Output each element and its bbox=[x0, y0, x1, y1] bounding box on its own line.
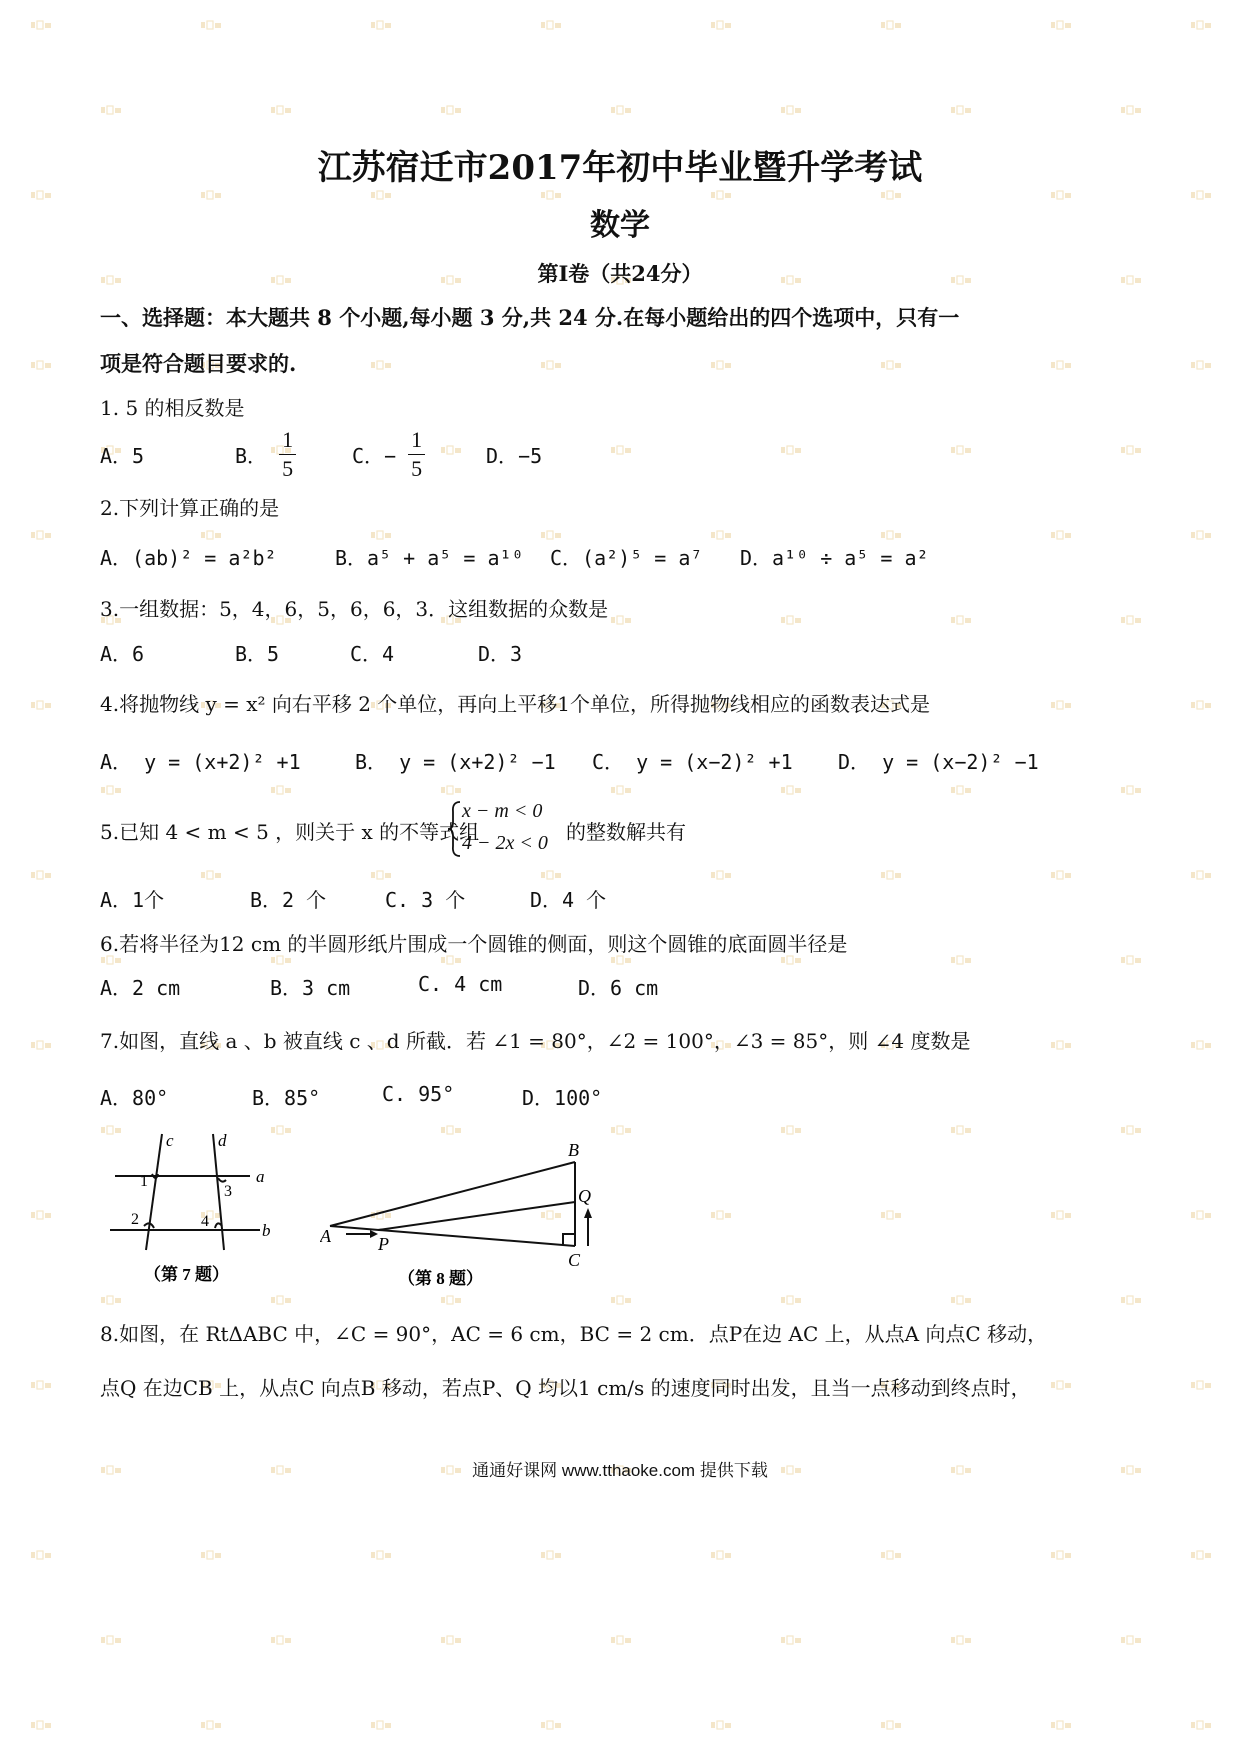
watermark-stamp-icon bbox=[1050, 190, 1072, 200]
watermark-stamp-icon bbox=[610, 1635, 632, 1645]
watermark-stamp-icon bbox=[200, 870, 222, 880]
question-2-stem: 2.下列计算正确的是 bbox=[100, 496, 280, 520]
question-4-option-d: D． y = (x−2)² −1 bbox=[838, 750, 1039, 774]
watermark-stamp-icon bbox=[270, 1295, 292, 1305]
question-4-option-b: B． y = (x+2)² −1 bbox=[355, 750, 556, 774]
watermark-stamp-icon bbox=[540, 20, 562, 30]
watermark-stamp-icon bbox=[270, 1635, 292, 1645]
line-c bbox=[146, 1134, 162, 1250]
watermark-stamp-icon bbox=[1050, 530, 1072, 540]
fig7-angle-1: 1 bbox=[140, 1173, 148, 1190]
watermark-stamp-icon bbox=[1120, 445, 1142, 455]
watermark-stamp-icon bbox=[370, 190, 392, 200]
watermark-stamp-icon bbox=[440, 785, 462, 795]
watermark-stamp-icon bbox=[1050, 1210, 1072, 1220]
watermark-stamp-icon bbox=[30, 1720, 52, 1730]
watermark-stamp-icon bbox=[370, 360, 392, 370]
denominator: 5 bbox=[282, 456, 294, 481]
watermark-stamp-icon bbox=[30, 870, 52, 880]
question-7-stem: 7.如图，直线 a 、b 被直线 c 、d 所截．若 ∠1 = 80°，∠2 = 100°，∠3 = 85°，则 ∠4 度数是 bbox=[100, 1029, 971, 1053]
numerator: 1 bbox=[279, 426, 296, 455]
watermark-stamp-icon bbox=[710, 870, 732, 880]
watermark-stamp-icon bbox=[270, 105, 292, 115]
watermark-stamp-icon bbox=[30, 1040, 52, 1050]
option-c-label: C．− bbox=[352, 444, 397, 468]
watermark-stamp-icon bbox=[1190, 700, 1212, 710]
question-4-stem: 4.将抛物线 y = x² 向右平移 2 个单位，再向上平移1个单位，所得抛物线相应的函数表达式是 bbox=[100, 692, 931, 716]
footer-credit: 通通好课网 www.tthaoke.com 提供下载 bbox=[472, 1461, 768, 1480]
watermark-stamp-icon bbox=[880, 1550, 902, 1560]
watermark-stamp-icon bbox=[540, 360, 562, 370]
question-5-option-c: C. 3 个 bbox=[385, 888, 466, 912]
angle-arc-3 bbox=[218, 1178, 226, 1182]
watermark-stamp-icon bbox=[1190, 1550, 1212, 1560]
watermark-stamp-icon bbox=[370, 530, 392, 540]
watermark-stamp-icon bbox=[610, 1125, 632, 1135]
watermark-stamp-icon bbox=[780, 1125, 802, 1135]
question-5-stem-post: 的整数解共有 bbox=[566, 820, 686, 844]
watermark-stamp-icon bbox=[200, 1720, 222, 1730]
question-3-option-a: A．6 bbox=[100, 642, 145, 666]
watermark-stamp-icon bbox=[1190, 1040, 1212, 1050]
watermark-stamp-icon bbox=[1190, 870, 1212, 880]
watermark-stamp-icon bbox=[1050, 1720, 1072, 1730]
watermark-stamp-icon bbox=[200, 530, 222, 540]
watermark-stamp-icon bbox=[880, 530, 902, 540]
watermark-stamp-icon bbox=[30, 530, 52, 540]
fig7-label-b: b bbox=[262, 1221, 271, 1240]
watermark-stamp-icon bbox=[950, 445, 972, 455]
watermark-stamp-icon bbox=[710, 1550, 732, 1560]
watermark-stamp-icon bbox=[710, 1210, 732, 1220]
fraction bbox=[279, 426, 296, 483]
question-1-option-c bbox=[352, 426, 425, 483]
watermark-stamp-icon bbox=[200, 1550, 222, 1560]
question-5-stem bbox=[100, 816, 479, 845]
section-heading-line1: 一、选择题：本大题共 8 个小题,每小题 3 分,共 24 分.在每小题给出的四个选项中，只有一 bbox=[100, 305, 960, 330]
fig8-caption: （第 8 题） bbox=[398, 1269, 483, 1288]
watermark-stamp-icon bbox=[950, 1125, 972, 1135]
question-3-option-b: B．5 bbox=[235, 642, 280, 666]
watermark-stamp-icon bbox=[540, 530, 562, 540]
watermark-stamp-icon bbox=[780, 615, 802, 625]
watermark-stamp-icon bbox=[1050, 20, 1072, 30]
watermark-stamp-icon bbox=[540, 190, 562, 200]
watermark-stamp-icon bbox=[30, 1380, 52, 1390]
question-7-option-b: B．85° bbox=[252, 1086, 321, 1110]
question-6-option-b: B．3 cm bbox=[270, 976, 351, 1000]
question-2-option-c: C．(a²)⁵ = a⁷ bbox=[550, 546, 703, 570]
fraction bbox=[408, 426, 425, 483]
watermark-stamp-icon bbox=[710, 1720, 732, 1730]
watermark-stamp-icon bbox=[950, 615, 972, 625]
watermark-stamp-icon bbox=[1120, 615, 1142, 625]
watermark-stamp-icon bbox=[30, 190, 52, 200]
watermark-stamp-icon bbox=[780, 445, 802, 455]
watermark-stamp-icon bbox=[710, 360, 732, 370]
watermark-stamp-icon bbox=[710, 20, 732, 30]
watermark-stamp-icon bbox=[950, 1635, 972, 1645]
watermark-stamp-icon bbox=[610, 445, 632, 455]
watermark-stamp-icon bbox=[370, 1720, 392, 1730]
question-2-option-b: B．a⁵ + a⁵ = a¹⁰ bbox=[335, 546, 524, 570]
inequality-1: x − m < 0 bbox=[462, 800, 543, 822]
watermark-stamp-icon bbox=[780, 105, 802, 115]
watermark-stamp-icon bbox=[440, 1125, 462, 1135]
figure-8-diagram bbox=[320, 1140, 640, 1300]
question-8-line2: 点Q 在边CB 上，从点C 向点B 移动，若点P、Q 均以1 cm/s 的速度同时出发，且当一点移动到终点时， bbox=[100, 1376, 1031, 1400]
question-2-option-d: D．a¹⁰ ÷ a⁵ = a² bbox=[740, 546, 929, 570]
fig8-label-B: B bbox=[568, 1140, 579, 1160]
watermark-stamp-icon bbox=[270, 785, 292, 795]
watermark-stamp-icon bbox=[1120, 1295, 1142, 1305]
denominator: 5 bbox=[411, 456, 423, 481]
watermark-stamp-icon bbox=[200, 190, 222, 200]
watermark-stamp-icon bbox=[950, 105, 972, 115]
watermark-stamp-icon bbox=[1190, 190, 1212, 200]
question-6-option-a: A．2 cm bbox=[100, 976, 181, 1000]
watermark-stamp-icon bbox=[100, 105, 122, 115]
question-4-option-a: A． y = (x+2)² +1 bbox=[100, 750, 301, 774]
watermark-stamp-icon bbox=[1190, 360, 1212, 370]
watermark-stamp-icon bbox=[30, 700, 52, 710]
question-7-option-c: C. 95° bbox=[382, 1082, 455, 1106]
watermark-stamp-icon bbox=[1190, 1720, 1212, 1730]
watermark-stamp-icon bbox=[950, 1295, 972, 1305]
part-heading: 第Ⅰ卷（共24分） bbox=[537, 261, 703, 286]
question-1-option-d: D．−5 bbox=[486, 444, 543, 468]
question-5-option-a: A．1个 bbox=[100, 888, 165, 912]
question-3-option-c: C．4 bbox=[350, 642, 395, 666]
watermark-stamp-icon bbox=[30, 20, 52, 30]
watermark-stamp-icon bbox=[880, 1210, 902, 1220]
arrow-up-icon bbox=[584, 1208, 592, 1218]
watermark-stamp-icon bbox=[370, 20, 392, 30]
watermark-stamp-icon bbox=[30, 360, 52, 370]
watermark-stamp-icon bbox=[1050, 1380, 1072, 1390]
watermark-stamp-icon bbox=[440, 105, 462, 115]
watermark-stamp-icon bbox=[1050, 700, 1072, 710]
watermark-stamp-icon bbox=[880, 360, 902, 370]
fig7-caption: （第 7 题） bbox=[144, 1265, 229, 1284]
question-5-option-d: D．4 个 bbox=[530, 888, 607, 912]
question-1-option-b bbox=[235, 426, 296, 483]
watermark-stamp-icon bbox=[780, 785, 802, 795]
watermark-stamp-icon bbox=[1190, 530, 1212, 540]
watermark-stamp-icon bbox=[1120, 1125, 1142, 1135]
question-5-option-b: B．2 个 bbox=[250, 888, 327, 912]
question-4-option-c: C． y = (x−2)² +1 bbox=[592, 750, 793, 774]
watermark-stamp-icon bbox=[100, 785, 122, 795]
watermark-stamp-icon bbox=[780, 1295, 802, 1305]
watermark-stamp-icon bbox=[370, 870, 392, 880]
segment-AC bbox=[330, 1226, 575, 1246]
section-heading-line2: 项是符合题目要求的. bbox=[100, 351, 297, 376]
option-b-label: B． bbox=[235, 444, 268, 468]
watermark-stamp-icon bbox=[1120, 955, 1142, 965]
question-8-line1: 8.如图，在 RtΔABC 中，∠C = 90°，AC = 6 cm，BC = 2 cm．点P在边 AC 上，从点A 向点C 移动， bbox=[100, 1322, 1048, 1346]
watermark-stamp-icon bbox=[1050, 870, 1072, 880]
line-d bbox=[213, 1134, 224, 1250]
question-6-option-d: D．6 cm bbox=[578, 976, 659, 1000]
watermark-stamp-icon bbox=[1120, 1635, 1142, 1645]
fig7-angle-3: 3 bbox=[224, 1183, 232, 1200]
watermark-stamp-icon bbox=[780, 1635, 802, 1645]
question-3-stem: 3.一组数据：5，4，6，5，6，6，3．这组数据的众数是 bbox=[100, 597, 609, 621]
question-7-option-a: A．80° bbox=[100, 1086, 169, 1110]
fig8-label-C: C bbox=[568, 1250, 581, 1270]
watermark-stamp-icon bbox=[880, 870, 902, 880]
arrow-right-icon bbox=[370, 1230, 378, 1238]
figure-7-diagram bbox=[100, 1130, 300, 1290]
watermark-stamp-icon bbox=[1050, 1040, 1072, 1050]
numerator: 1 bbox=[408, 426, 425, 455]
question-5-stem-pre: 5.已知 4 < m < 5 ，则关于 x 的不等式组 bbox=[100, 820, 480, 844]
fig7-label-a: a bbox=[256, 1167, 265, 1186]
inequality-2: 4 − 2x < 0 bbox=[462, 832, 548, 854]
brace-icon bbox=[446, 800, 462, 858]
watermark-stamp-icon bbox=[610, 615, 632, 625]
watermark-stamp-icon bbox=[30, 1210, 52, 1220]
watermark-stamp-icon bbox=[950, 955, 972, 965]
watermark-stamp-icon bbox=[950, 785, 972, 795]
segment-AB bbox=[330, 1162, 575, 1226]
watermark-stamp-icon bbox=[1120, 105, 1142, 115]
watermark-stamp-icon bbox=[30, 1550, 52, 1560]
fig7-label-c: c bbox=[166, 1131, 174, 1150]
fig8-label-Q: Q bbox=[578, 1186, 591, 1206]
watermark-stamp-icon bbox=[880, 20, 902, 30]
page-title: 江苏宿迁市2017年初中毕业暨升学考试 bbox=[317, 148, 923, 188]
fig7-angle-2: 2 bbox=[131, 1211, 139, 1228]
question-3-option-d: D．3 bbox=[478, 642, 523, 666]
subject-title: 数学 bbox=[590, 208, 650, 243]
watermark-stamp-icon bbox=[1120, 785, 1142, 795]
question-7-option-d: D．100° bbox=[522, 1086, 603, 1110]
watermark-stamp-icon bbox=[100, 1295, 122, 1305]
question-1-option-a: A．5 bbox=[100, 444, 145, 468]
watermark-stamp-icon bbox=[1190, 1380, 1212, 1390]
fig7-angle-4: 4 bbox=[201, 1213, 209, 1230]
watermark-stamp-icon bbox=[610, 785, 632, 795]
question-6-stem: 6.若将半径为12 cm 的半圆形纸片围成一个圆锥的侧面，则这个圆锥的底面圆半径是 bbox=[100, 932, 848, 956]
watermark-stamp-icon bbox=[710, 530, 732, 540]
watermark-stamp-icon bbox=[1190, 20, 1212, 30]
fig8-label-P: P bbox=[378, 1234, 389, 1254]
watermark-stamp-icon bbox=[1190, 1210, 1212, 1220]
fig8-label-A: A bbox=[320, 1226, 331, 1246]
question-6-option-c: C. 4 cm bbox=[418, 972, 503, 996]
watermark-stamp-icon bbox=[540, 1550, 562, 1560]
fig7-label-d: d bbox=[218, 1131, 227, 1150]
watermark-stamp-icon bbox=[880, 1720, 902, 1730]
watermark-stamp-icon bbox=[100, 1635, 122, 1645]
watermark-stamp-icon bbox=[440, 445, 462, 455]
watermark-stamp-icon bbox=[1050, 1550, 1072, 1560]
watermark-stamp-icon bbox=[1050, 360, 1072, 370]
watermark-stamp-icon bbox=[540, 1720, 562, 1730]
watermark-stamp-icon bbox=[710, 190, 732, 200]
watermark-stamp-icon bbox=[610, 105, 632, 115]
question-2-option-a: A．(ab)² = a²b² bbox=[100, 546, 277, 570]
watermark-stamp-icon bbox=[200, 20, 222, 30]
right-angle-mark bbox=[563, 1234, 575, 1245]
watermark-stamp-icon bbox=[440, 1635, 462, 1645]
watermark-stamp-icon bbox=[370, 1550, 392, 1560]
question-1-stem: 1. 5 的相反数是 bbox=[100, 396, 245, 420]
watermark-stamp-icon bbox=[880, 190, 902, 200]
watermark-stamp-icon bbox=[540, 870, 562, 880]
